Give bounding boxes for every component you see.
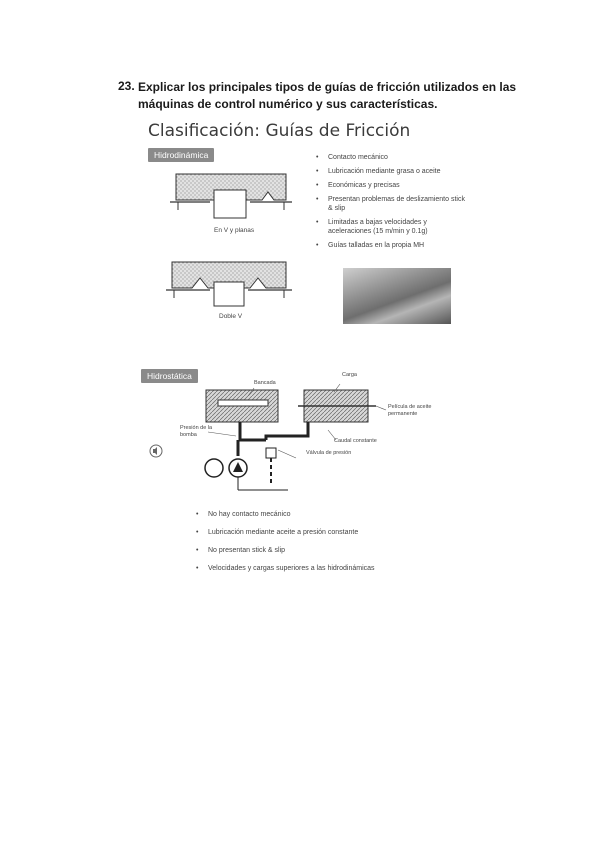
question-number: 23. xyxy=(118,79,135,93)
guide-photo xyxy=(343,268,451,324)
list-item: • Económicas y precisas xyxy=(316,181,468,190)
label-carga: Carga xyxy=(342,372,357,378)
list-item: • Velocidades y cargas superiores a las hidrodinámicas xyxy=(196,564,375,573)
list-item: • Contacto mecánico xyxy=(316,153,468,162)
label-bancada: Bancada xyxy=(254,380,276,386)
list-item: • No hay contacto mecánico xyxy=(196,510,375,519)
hidrostatica-tag: Hidrostática xyxy=(141,369,198,383)
question-text: Explicar los principales tipos de guías de fricción utilizados en las máquinas de control numérico y sus características. xyxy=(138,80,517,111)
list-item: • Guías talladas en la propia MH xyxy=(316,241,468,250)
list-item: • Lubricación mediante grasa o aceite xyxy=(316,167,468,176)
label-pelicula: Película de aceite permanente xyxy=(388,404,432,417)
caption-v-flat: En V y planas xyxy=(214,227,255,234)
list-item: • Presentan problemas de deslizamiento stick & slip xyxy=(316,195,468,213)
label-valvula: Válvula de presión xyxy=(306,450,352,456)
list-item: • No presentan stick & slip xyxy=(196,546,375,555)
label-presion: Presión de la bomba xyxy=(180,425,213,438)
label-caudal: Caudal constante xyxy=(334,438,377,444)
hidrodinamica-bullets xyxy=(316,153,468,255)
hidrostatica-bullets xyxy=(196,510,375,582)
double-v-guide-diagram xyxy=(166,258,292,310)
list-item: • Limitadas a bajas velocidades y aceleraciones (15 m/min y 0.1g) xyxy=(316,218,468,236)
hidrodinamica-tag: Hidrodinámica xyxy=(148,148,214,162)
v-flat-guide-diagram xyxy=(170,170,292,224)
caption-double-v: Doble V xyxy=(219,313,243,320)
hydrostatic-diagram xyxy=(148,380,448,500)
list-item: • Lubricación mediante aceite a presión constante xyxy=(196,528,375,537)
slide-title: Clasificación: Guías de Fricción xyxy=(148,121,411,141)
speaker-icon xyxy=(149,444,163,458)
